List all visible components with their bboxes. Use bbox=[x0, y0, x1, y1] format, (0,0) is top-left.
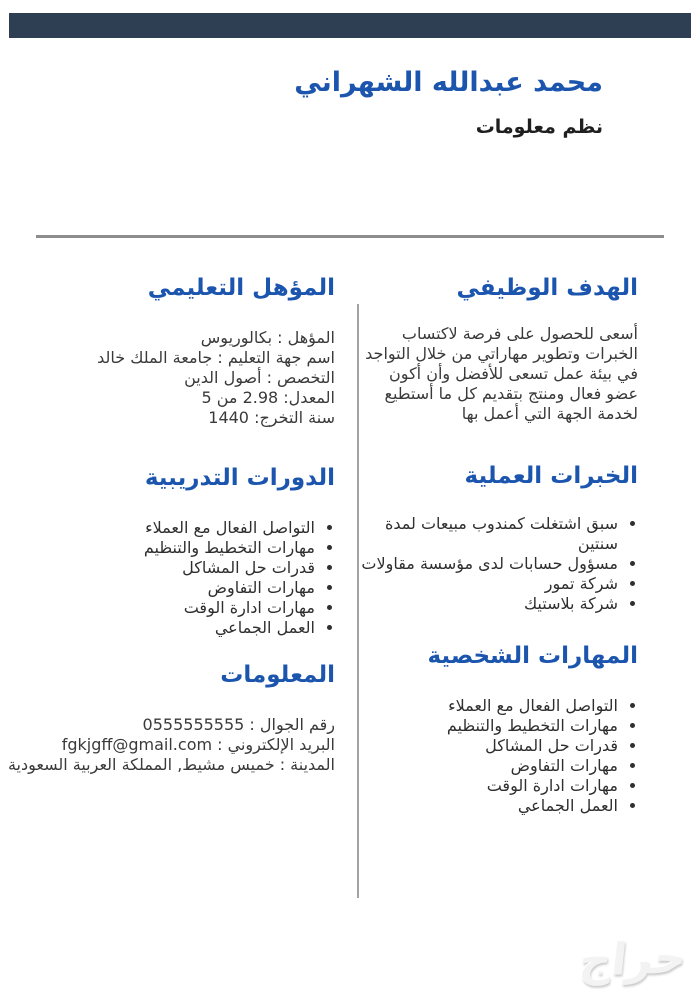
personal-skills-heading: المهارات الشخصية bbox=[427, 643, 638, 669]
list-item: • التواصل الفعال مع العملاء bbox=[30, 518, 315, 538]
list-item: • شركة بلاستيك bbox=[360, 594, 618, 614]
list-item: • مهارات التفاوض bbox=[360, 756, 618, 776]
list-item: • العمل الجماعي bbox=[360, 796, 618, 816]
detail-line: التخصص : أصول الدين bbox=[184, 368, 335, 387]
list-item: • مهارات التفاوض bbox=[30, 578, 315, 598]
experience-heading: الخبرات العملية bbox=[464, 463, 638, 489]
courses-list bbox=[30, 518, 335, 638]
experience-list bbox=[360, 514, 638, 614]
info-heading: المعلومات bbox=[220, 662, 335, 688]
list-item: • مهارات ادارة الوقت bbox=[360, 776, 618, 796]
section-education bbox=[30, 272, 335, 428]
info-lines bbox=[7, 715, 335, 775]
objective-heading: الهدف الوظيفي bbox=[456, 275, 638, 301]
courses-heading: الدورات التدريبية bbox=[144, 465, 335, 491]
section-objective bbox=[360, 272, 638, 424]
list-item: • قدرات حل المشاكل bbox=[360, 736, 618, 756]
header bbox=[294, 64, 603, 140]
section-contact-info bbox=[7, 659, 335, 775]
personal-skills-list bbox=[360, 696, 638, 816]
detail-line: المعدل: 2.98 من 5 bbox=[201, 388, 335, 407]
education-heading: المؤهل التعليمي bbox=[147, 275, 335, 301]
person-name: محمد عبدالله الشهراني bbox=[294, 67, 603, 98]
section-experience bbox=[360, 460, 638, 614]
list-item: • مسؤول حسابات لدى مؤسسة مقاولات bbox=[360, 554, 618, 574]
top-accent-bar bbox=[9, 13, 691, 38]
list-item: • مهارات التخطيط والتنظيم bbox=[30, 538, 315, 558]
haraj-watermark: حراج bbox=[577, 932, 689, 987]
detail-line: اسم جهة التعليم : جامعة الملك خالد bbox=[97, 348, 335, 367]
list-item: • سبق اشتغلت كمندوب مبيعات لمدة سنتين bbox=[360, 514, 618, 554]
detail-line: سنة التخرج: 1440 bbox=[208, 408, 335, 427]
list-item: • التواصل الفعال مع العملاء bbox=[360, 696, 618, 716]
section-courses bbox=[30, 462, 335, 638]
list-item: • قدرات حل المشاكل bbox=[30, 558, 315, 578]
horizontal-divider bbox=[36, 235, 664, 238]
detail-line: المؤهل : بكالوريوس bbox=[200, 328, 335, 347]
list-item: • مهارات التخطيط والتنظيم bbox=[360, 716, 618, 736]
section-personal-skills bbox=[360, 640, 638, 816]
list-item: • مهارات ادارة الوقت bbox=[30, 598, 315, 618]
column-divider bbox=[357, 304, 359, 898]
detail-line: رقم الجوال : 0555555555 bbox=[142, 715, 335, 734]
education-lines bbox=[30, 328, 335, 428]
objective-body: أسعى للحصول على فرصة لاكتساب الخبرات وتطوير مهاراتي من خلال التواجد في بيئة عمل تسعى للأفضل وأن أكون عضو فعال ومنتج بتقديم كل ما أستطيع لخدمة الجهة التي أعمل بها bbox=[365, 324, 638, 423]
detail-line: المدينة : خميس مشيط, المملكة العربية السعودية bbox=[7, 755, 335, 774]
list-item: • العمل الجماعي bbox=[30, 618, 315, 638]
list-item: • شركة تمور bbox=[360, 574, 618, 594]
detail-line: البريد الإلكتروني : fgkjgff@gmail.com bbox=[61, 735, 335, 754]
person-role: نظم معلومات bbox=[475, 116, 603, 138]
